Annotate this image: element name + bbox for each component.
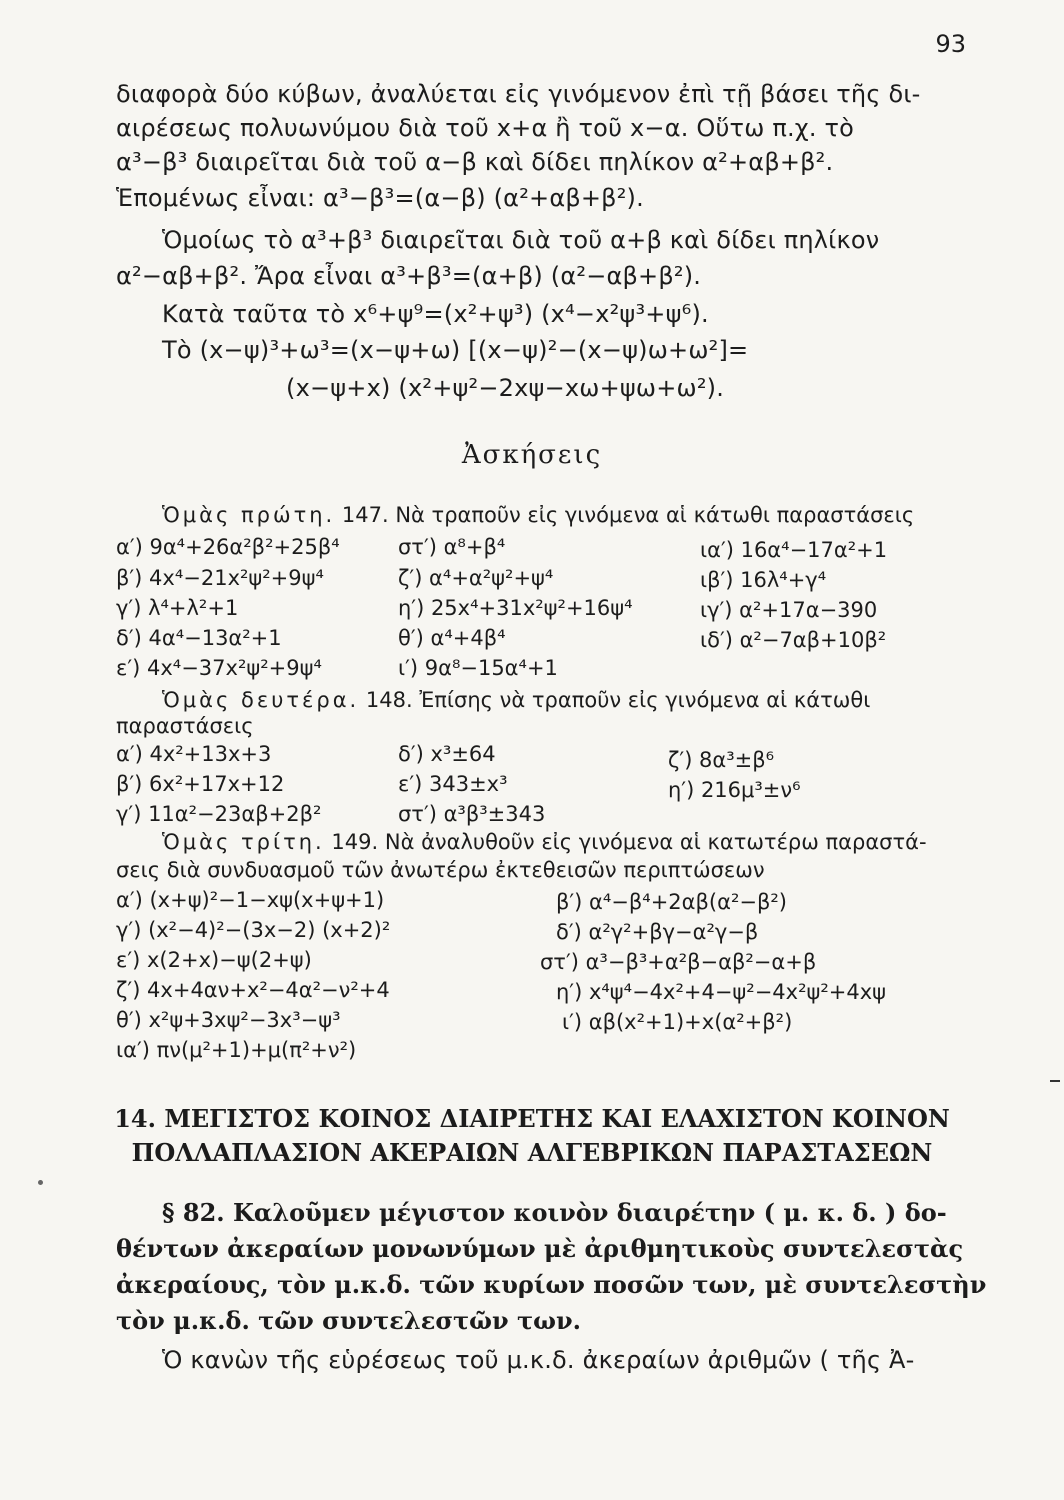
g2-c1-c: γ′) 11α²−23αβ+2β²: [116, 802, 322, 826]
exercises-title: Ἀσκήσεις: [461, 440, 603, 470]
intro-line-5: Ὁμοίως τὸ α³+β³ διαιρεῖται διὰ τοῦ α+β καὶ δίδει πηλίκον: [162, 226, 880, 254]
g2-c3-a: ζ′) 8α³±β⁶: [668, 748, 775, 772]
g3-c2-e: ι′) αβ(x²+1)+x(α²+β²): [562, 1010, 793, 1034]
g3-c1-a: α′) (x+ψ)²−1−xψ(x+ψ+1): [116, 888, 385, 912]
g3-c2-b: δ′) α²γ²+βγ−α²γ−β: [556, 920, 759, 944]
section-heading-line-1: 14. ΜΕΓΙΣΤΟΣ ΚΟΙΝΟΣ ΔΙΑΙΡΕΤΗΣ ΚΑΙ ΕΛΑΧΙΣΤΟΝ ΚΟΙΝΟΝ: [114, 1104, 950, 1133]
group3-label: Ὁμὰς τρίτη.: [162, 830, 325, 854]
intro-line-7: Κατὰ ταῦτα τὸ x⁶+ψ⁹=(x²+ψ³) (x⁴−x²ψ³+ψ⁶).: [162, 300, 709, 328]
intro-line-6: α²−αβ+β². Ἄρα εἶναι α³+β³=(α+β) (α²−αβ+β²).: [116, 262, 702, 290]
g1-c2-e: ι′) 9α⁸−15α⁴+1: [398, 656, 558, 680]
intro-line-8: Τὸ (x−ψ)³+ω³=(x−ψ+ω) [(x−ψ)²−(x−ψ)ω+ω²]=: [162, 336, 749, 364]
g1-c3-d: ιδ′) α²−7αβ+10β²: [700, 628, 887, 652]
group2-text: 148. Ἐπίσης νὰ τραποῦν εἰς γινόμενα αἱ κάτωθι: [365, 688, 871, 712]
definition-line-4: τὸν μ.κ.δ. τῶν συντελεστῶν των.: [116, 1306, 582, 1335]
group3-text-cont: σεις διὰ συνδυασμοῦ τῶν ἀνωτέρω ἐκτεθεισῶν περιπτώσεων: [116, 858, 765, 882]
g3-c2-d: η′) x⁴ψ⁴−4x²+4−ψ²−4x²ψ²+4xψ: [556, 980, 887, 1004]
section-heading-line-2: ΠΟΛΛΑΠΛΑΣΙΟΝ ΑΚΕΡΑΙΩΝ ΑΛΓΕΒΡΙΚΩΝ ΠΑΡΑΣΤΑΣΕΩΝ: [131, 1138, 933, 1167]
margin-dot: [38, 1180, 43, 1185]
g1-c1-c: γ′) λ⁴+λ²+1: [116, 596, 239, 620]
intro-line-4: Ἑπομένως εἶναι: α³−β³=(α−β) (α²+αβ+β²).: [116, 184, 644, 212]
group2-header: [162, 688, 870, 712]
last-line: Ὁ κανὼν τῆς εὑρέσεως τοῦ μ.κ.δ. ἀκεραίων ἀριθμῶν ( τῆς Ἀ-: [162, 1346, 915, 1374]
group1-text: 147. Νὰ τραποῦν εἰς γινόμενα αἱ κάτωθι παραστάσεις: [341, 503, 915, 527]
g1-c1-d: δ′) 4α⁴−13α²+1: [116, 626, 282, 650]
g1-c3-a: ια′) 16α⁴−17α²+1: [700, 538, 888, 562]
intro-line-2: αιρέσεως πολυωνύμου διὰ τοῦ x+α ἢ τοῦ x−α. Οὕτω π.χ. τὸ: [116, 114, 855, 142]
g2-c2-b: ε′) 343±x³: [398, 772, 508, 796]
g1-c1-e: ε′) 4x⁴−37x²ψ²+9ψ⁴: [116, 656, 322, 680]
g1-c2-d: θ′) α⁴+4β⁴: [398, 626, 506, 650]
intro-line-9: (x−ψ+x) (x²+ψ²−2xψ−xω+ψω+ω²).: [286, 374, 725, 402]
g1-c2-c: η′) 25x⁴+31x²ψ²+16ψ⁴: [398, 596, 633, 620]
g3-c2-c: στ′) α³−β³+α²β−αβ²−α+β: [540, 950, 817, 974]
g2-c1-a: α′) 4x²+13x+3: [116, 742, 272, 766]
group2-label: Ὁμὰς δευτέρα.: [162, 688, 360, 712]
g1-c1-b: β′) 4x⁴−21x²ψ²+9ψ⁴: [116, 566, 324, 590]
g3-c1-f: ια′) πν(μ²+1)+μ(π²+ν²): [116, 1038, 357, 1062]
g2-c2-a: δ′) x³±64: [398, 742, 496, 766]
g1-c3-b: ιβ′) 16λ⁴+γ⁴: [700, 568, 827, 592]
group2-text-cont: παραστάσεις: [116, 714, 254, 738]
g3-c2-a: β′) α⁴−β⁴+2αβ(α²−β²): [556, 890, 787, 914]
group1-header: [162, 503, 914, 527]
g2-c2-c: στ′) α³β³±343: [398, 802, 546, 826]
g1-c2-b: ζ′) α⁴+α²ψ²+ψ⁴: [398, 566, 554, 590]
g3-c1-c: ε′) x(2+x)−ψ(2+ψ): [116, 948, 312, 972]
page-number: 93: [935, 30, 966, 58]
g3-c1-d: ζ′) 4x+4αν+x²−4α²−ν²+4: [116, 978, 390, 1002]
g1-c1-a: α′) 9α⁴+26α²β²+25β⁴: [116, 535, 340, 559]
g2-c3-b: η′) 216μ³±ν⁶: [668, 778, 801, 802]
group3-text: 149. Νὰ ἀναλυθοῦν εἰς γινόμενα αἱ κατωτέρω παραστά-: [331, 830, 927, 854]
definition-line-3: ἀκεραίους, τὸν μ.κ.δ. τῶν κυρίων ποσῶν των, μὲ συντελεστὴν: [116, 1270, 987, 1299]
g1-c3-c: ιγ′) α²+17α−390: [700, 598, 878, 622]
margin-mark: [1050, 1080, 1060, 1082]
g1-c2-a: στ′) α⁸+β⁴: [398, 535, 506, 559]
group3-header: [162, 830, 927, 854]
intro-line-1: διαφορὰ δύο κύβων, ἀναλύεται εἰς γινόμενον ἐπὶ τῇ βάσει τῆς δι-: [116, 80, 921, 108]
definition-line-1: § 82. Καλοῦμεν μέγιστον κοινὸν διαιρέτην ( μ. κ. δ. ) δο-: [162, 1198, 947, 1227]
intro-line-3: α³−β³ διαιρεῖται διὰ τοῦ α−β καὶ δίδει πηλίκον α²+αβ+β².: [116, 148, 834, 176]
definition-line-2: θέντων ἀκεραίων μονωνύμων μὲ ἀριθμητικοὺς συντελεστὰς: [116, 1234, 964, 1263]
g3-c1-b: γ′) (x²−4)²−(3x−2) (x+2)²: [116, 918, 391, 942]
group1-label: Ὁμὰς πρώτη.: [162, 503, 336, 527]
g2-c1-b: β′) 6x²+17x+12: [116, 772, 285, 796]
g3-c1-e: θ′) x²ψ+3xψ²−3x³−ψ³: [116, 1008, 341, 1032]
